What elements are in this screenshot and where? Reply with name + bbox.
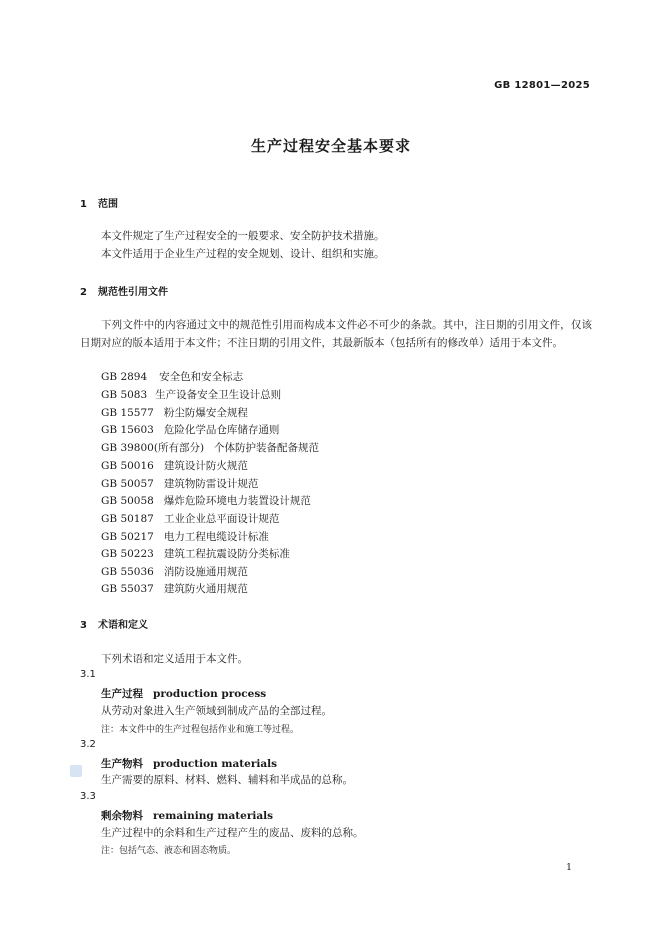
reference-item <box>101 440 319 455</box>
reference-code: GB 50217 <box>101 531 154 543</box>
reference-code: GB 39800(所有部分) <box>101 442 205 454</box>
reference-code: GB 55036 <box>101 566 154 578</box>
reference-title: 危险化学品仓库储存通则 <box>163 424 280 436</box>
term-chinese: 生产物料 <box>101 758 143 770</box>
reference-item <box>101 458 248 473</box>
normative-references-intro: 下列文件中的内容通过文中的规范性引用而构成本文件必不可少的条款。其中，注日期的引用文件，仅该日期对应的版本适用于本文件；不注日期的引用文件，其最新版本（包括所有的修改单）适用于本文件。 <box>80 319 592 349</box>
reference-title: 电力工程电缆设计标准 <box>163 531 269 543</box>
reference-title: 建筑防火通用规范 <box>163 583 248 595</box>
section-title: 范围 <box>98 199 118 210</box>
reference-code: GB 15577 <box>101 407 154 419</box>
reference-code: GB 2894 <box>101 371 148 383</box>
section-2-heading <box>80 283 168 298</box>
reference-item <box>101 387 281 402</box>
term-english: production process <box>153 688 267 700</box>
section-title: 术语和定义 <box>98 620 148 631</box>
term-english: production materials <box>153 758 278 770</box>
watermark-logo <box>70 765 82 777</box>
scope-paragraph-2: 本文件适用于企业生产过程的安全规划、设计、组织和实施。 <box>101 248 385 260</box>
term-note: 注：包括气态、液态和固态物质。 <box>101 846 237 856</box>
reference-item <box>101 422 279 437</box>
reference-title: 粉尘防爆安全规程 <box>163 407 248 419</box>
term-english: remaining materials <box>153 810 274 822</box>
standard-code: GB 12801—2025 <box>494 80 590 91</box>
section-3-heading <box>80 616 148 631</box>
reference-title: 建筑设计防火规范 <box>163 460 248 472</box>
reference-item <box>101 369 243 384</box>
reference-code: GB 5083 <box>101 389 148 401</box>
term-definition: 生产过程中的余料和生产过程产生的废品、废料的总称。 <box>101 827 364 839</box>
term-definition: 生产需要的原料、材料、燃料、辅料和半成品的总称。 <box>101 774 353 786</box>
reference-item <box>101 511 279 526</box>
reference-title: 建筑工程抗震设防分类标准 <box>163 548 290 560</box>
term-definition: 从劳动对象进入生产领域到制成产品的全部过程。 <box>101 705 332 717</box>
term-note: 注：本文件中的生产过程包括作业和施工等过程。 <box>101 725 300 735</box>
reference-title: 安全色和安全标志 <box>159 371 244 383</box>
reference-title: 个体防护装备配备规范 <box>214 442 320 454</box>
page-number: 1 <box>565 862 572 873</box>
term-number: 3.1 <box>80 669 96 680</box>
reference-item <box>101 493 311 508</box>
scope-paragraph-1: 本文件规定了生产过程安全的一般要求、安全防护技术措施。 <box>101 230 385 242</box>
reference-title: 建筑物防雷设计规范 <box>163 478 259 490</box>
document-title: 生产过程安全基本要求 <box>250 137 411 155</box>
reference-code: GB 50057 <box>101 478 154 490</box>
section-1-heading <box>80 195 118 210</box>
term-number: 3.3 <box>80 791 96 802</box>
reference-code: GB 50016 <box>101 460 154 472</box>
reference-item <box>101 581 248 596</box>
term-number: 3.2 <box>80 739 96 750</box>
reference-item <box>101 564 248 579</box>
reference-title: 爆炸危险环境电力装置设计规范 <box>163 495 311 507</box>
section-number: 3 <box>80 620 87 631</box>
reference-title: 生产设备安全卫生设计总则 <box>155 389 282 401</box>
reference-title: 工业企业总平面设计规范 <box>163 513 280 525</box>
reference-code: GB 15603 <box>101 424 154 436</box>
reference-code: GB 50223 <box>101 548 154 560</box>
reference-item <box>101 476 258 491</box>
term-chinese: 剩余物料 <box>101 810 143 822</box>
reference-item <box>101 529 269 544</box>
term-heading <box>101 686 266 701</box>
reference-item <box>101 546 290 561</box>
section-number: 1 <box>80 199 87 210</box>
terms-intro: 下列术语和定义适用于本文件。 <box>101 653 248 665</box>
reference-code: GB 55037 <box>101 583 154 595</box>
term-heading <box>101 756 277 771</box>
reference-code: GB 50187 <box>101 513 154 525</box>
term-heading <box>101 808 273 823</box>
reference-title: 消防设施通用规范 <box>163 566 248 578</box>
section-title: 规范性引用文件 <box>98 287 168 298</box>
reference-item <box>101 405 248 420</box>
section-number: 2 <box>80 287 87 298</box>
term-chinese: 生产过程 <box>101 688 143 700</box>
reference-code: GB 50058 <box>101 495 154 507</box>
